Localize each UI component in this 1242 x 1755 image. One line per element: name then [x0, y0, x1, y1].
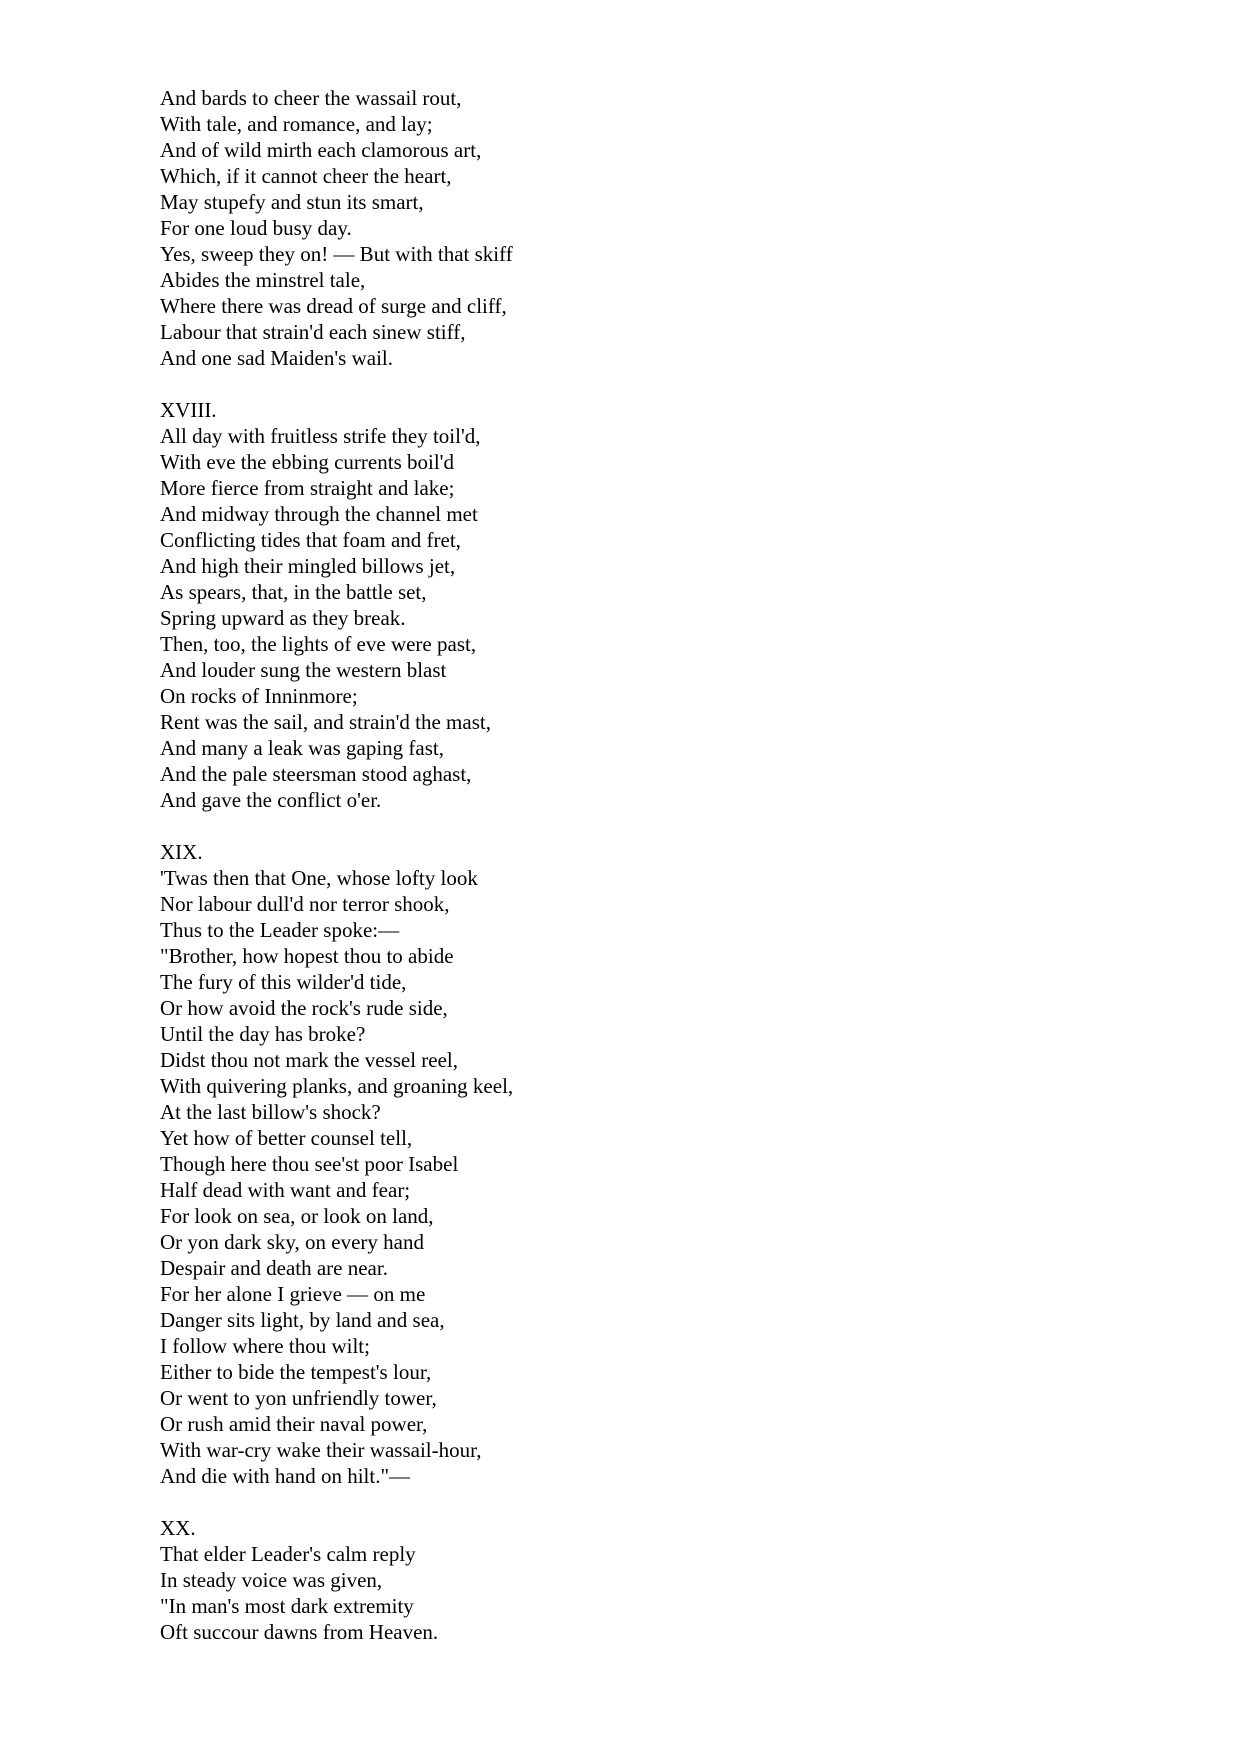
stanza-xviii	[160, 397, 1060, 813]
poem-line: Thus to the Leader spoke:—	[160, 918, 400, 942]
poem-line: I follow where thou wilt;	[160, 1334, 370, 1358]
poem-line: All day with fruitless strife they toil'd,	[160, 424, 481, 448]
poem-line: That elder Leader's calm reply	[160, 1542, 416, 1566]
poem-line: Abides the minstrel tale,	[160, 268, 366, 292]
poem-line: Oft succour dawns from Heaven.	[160, 1620, 439, 1644]
stanza-heading: XIX.	[160, 840, 203, 864]
poem-line: And midway through the channel met	[160, 502, 478, 526]
poem-line: Spring upward as they break.	[160, 606, 406, 630]
poem-line: The fury of this wilder'd tide,	[160, 970, 407, 994]
stanza-xvii-continued	[160, 85, 1060, 371]
poem-line: Yet how of better counsel tell,	[160, 1126, 413, 1150]
poem-line: For one loud busy day.	[160, 216, 352, 240]
poem-line: At the last billow's shock?	[160, 1100, 381, 1124]
poem-line: For her alone I grieve — on me	[160, 1282, 426, 1306]
poem-line: With quivering planks, and groaning keel,	[160, 1074, 514, 1098]
poem-line: In steady voice was given,	[160, 1568, 383, 1592]
poem-line: As spears, that, in the battle set,	[160, 580, 427, 604]
poem-line: Which, if it cannot cheer the heart,	[160, 164, 452, 188]
poem-line: Despair and death are near.	[160, 1256, 388, 1280]
poem-page	[160, 85, 1060, 1645]
poem-line: Or rush amid their naval power,	[160, 1412, 428, 1436]
poem-line: On rocks of Inninmore;	[160, 684, 358, 708]
poem-line: For look on sea, or look on land,	[160, 1204, 434, 1228]
poem-line: 'Twas then that One, whose lofty look	[160, 866, 478, 890]
poem-line: Half dead with want and fear;	[160, 1178, 411, 1202]
stanza-xix	[160, 839, 1060, 1489]
poem-line: Or yon dark sky, on every hand	[160, 1230, 424, 1254]
poem-line: Either to bide the tempest's lour,	[160, 1360, 432, 1384]
poem-line: Labour that strain'd each sinew stiff,	[160, 320, 466, 344]
poem-line: Or how avoid the rock's rude side,	[160, 996, 448, 1020]
poem-line: "Brother, how hopest thou to abide	[160, 944, 454, 968]
poem-line: Conflicting tides that foam and fret,	[160, 528, 461, 552]
poem-line: With tale, and romance, and lay;	[160, 112, 433, 136]
poem-line: And louder sung the western blast	[160, 658, 447, 682]
poem-line: Though here thou see'st poor Isabel	[160, 1152, 459, 1176]
stanza-xx	[160, 1515, 1060, 1645]
poem-line: With war-cry wake their wassail-hour,	[160, 1438, 482, 1462]
poem-line: Then, too, the lights of eve were past,	[160, 632, 477, 656]
poem-line: And die with hand on hilt."—	[160, 1464, 411, 1488]
poem-line: With eve the ebbing currents boil'd	[160, 450, 454, 474]
poem-line: Didst thou not mark the vessel reel,	[160, 1048, 459, 1072]
poem-line: And many a leak was gaping fast,	[160, 736, 445, 760]
poem-line: And the pale steersman stood aghast,	[160, 762, 472, 786]
poem-line: Until the day has broke?	[160, 1022, 366, 1046]
poem-line: Nor labour dull'd nor terror shook,	[160, 892, 450, 916]
stanza-heading: XX.	[160, 1516, 196, 1540]
poem-line: And one sad Maiden's wail.	[160, 346, 393, 370]
poem-line: And bards to cheer the wassail rout,	[160, 86, 462, 110]
poem-line: Rent was the sail, and strain'd the mast,	[160, 710, 491, 734]
poem-line: And gave the conflict o'er.	[160, 788, 382, 812]
poem-line: Or went to yon unfriendly tower,	[160, 1386, 437, 1410]
poem-line: And of wild mirth each clamorous art,	[160, 138, 482, 162]
poem-line: "In man's most dark extremity	[160, 1594, 414, 1618]
stanza-heading: XVIII.	[160, 398, 217, 422]
poem-line: May stupefy and stun its smart,	[160, 190, 424, 214]
poem-line: Danger sits light, by land and sea,	[160, 1308, 445, 1332]
poem-line: Where there was dread of surge and cliff,	[160, 294, 507, 318]
poem-line: More fierce from straight and lake;	[160, 476, 455, 500]
poem-line: Yes, sweep they on! — But with that skiff	[160, 242, 513, 266]
poem-line: And high their mingled billows jet,	[160, 554, 456, 578]
